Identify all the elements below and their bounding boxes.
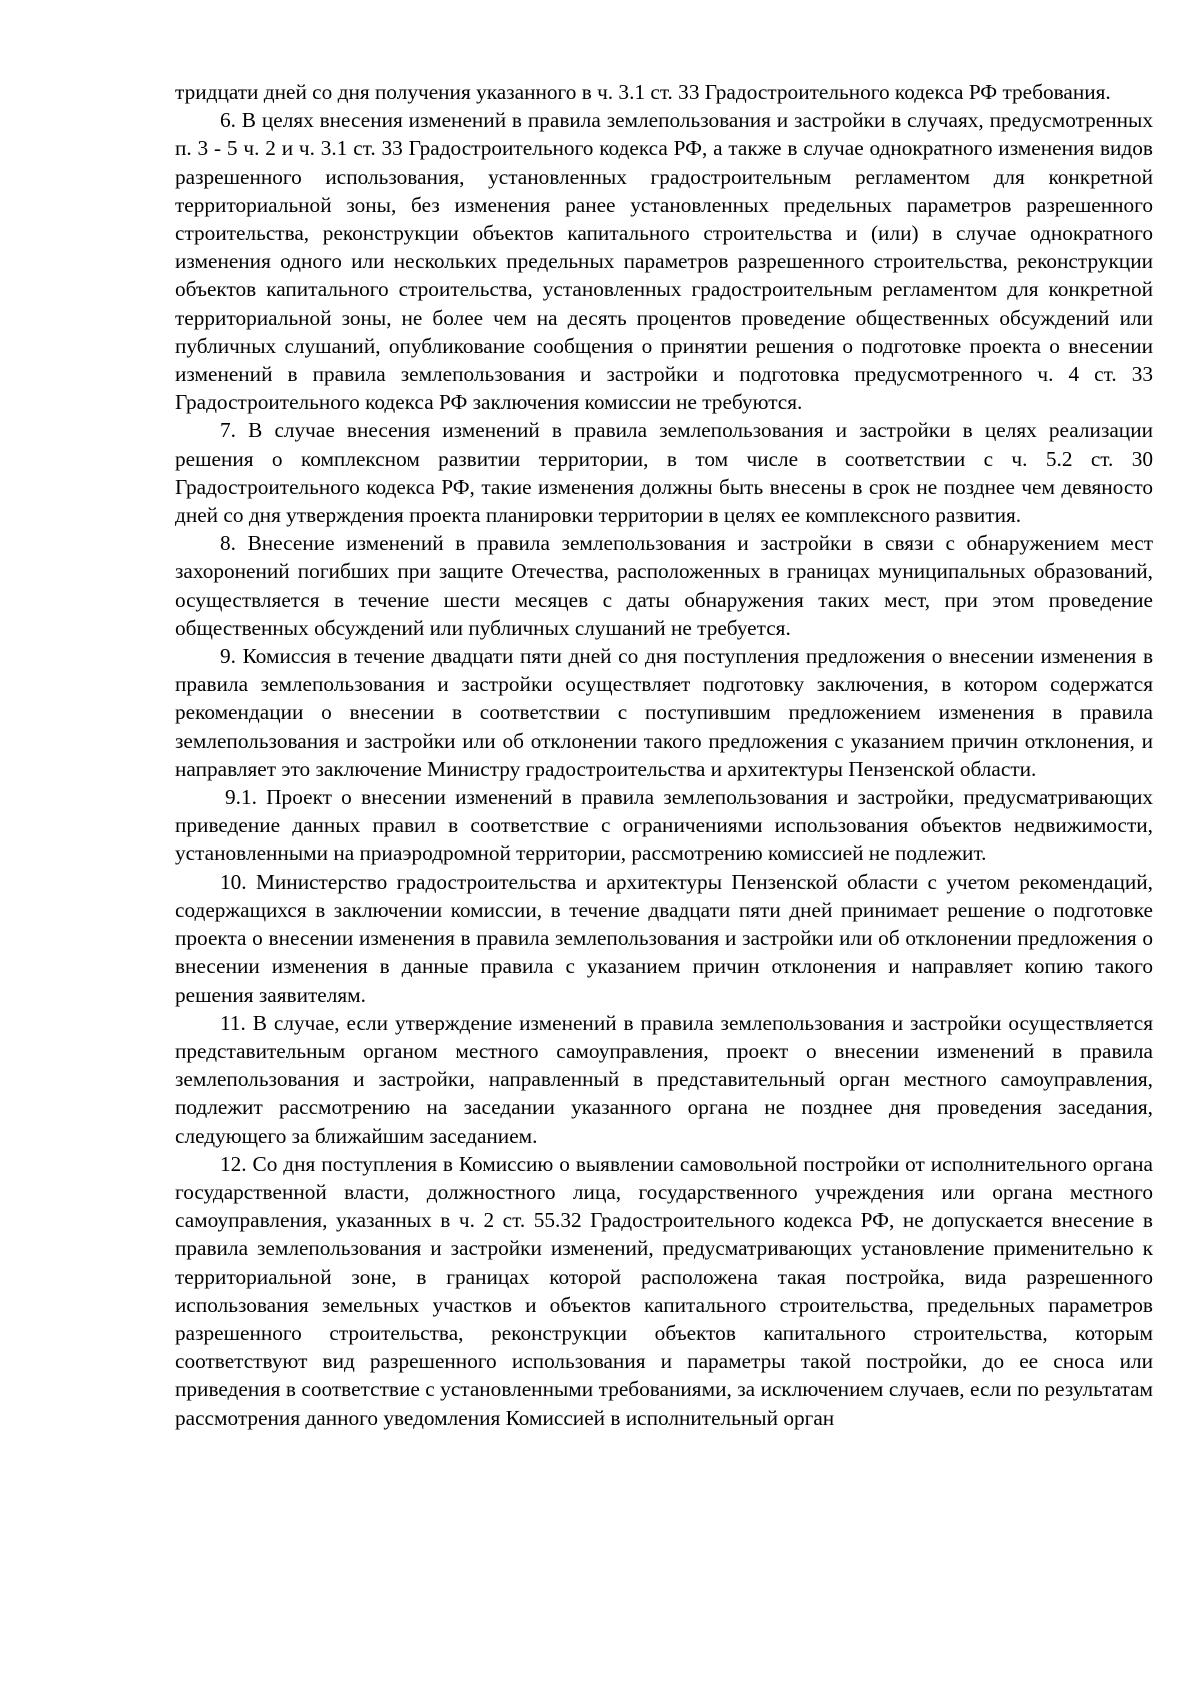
paragraph-12: 12. Со дня поступления в Комиссию о выявлении самовольной постройки от исполнительного органа государственной власти, должностного лица, государственного учреждения или органа местного самоуправления, указанных в ч. 2 ст. 55.32 Градостроительного кодекса РФ, не допускается внесение в правила землепользования и застройки изменений, предусматривающих установление применительно к территориальной зоне, в границах которой расположена такая постройка, вида разрешенного использования земельных участков и объектов капитального строительства, предельных параметров разрешенного строительства, реконструкции объектов капитального строительства, которым соответствуют вид разрешенного использования и параметры такой постройки, до ее сноса или приведения в соответствие с установленными требованиями, за исключением случаев, если по результатам рассмотрения данного уведомления Комиссией в исполнительный орган (175, 1151, 1153, 1430)
paragraph-6: 6. В целях внесения изменений в правила землепользования и застройки в случаях, предусмотренных п. 3 - 5 ч. 2 и ч. 3.1 ст. 33 Градостроительного кодекса РФ, а также в случае однократного изменения видов разрешенного использования, установленных градостроительным регламентом для конкретной территориальной зоны, без изменения ранее установленных предельных параметров разрешенного строительства, реконструкции объектов капитального строительства и (или) в случае однократного изменения одного или нескольких предельных параметров разрешенного строительства, реконструкции объектов капитального строительства, установленных градостроительным регламентом для конкретной территориальной зоны, не более чем на десять процентов проведение общественных обсуждений или публичных слушаний, опубликование сообщения о принятии решения о подготовке проекта о внесении изменений в правила землепользования и застройки и подготовка предусмотренного ч. 4 ст. 33 Градостроительного кодекса РФ заключения комиссии не требуются. (175, 108, 1153, 415)
paragraph-continuation: тридцати дней со дня получения указанного в ч. 3.1 ст. 33 Градостроительного кодекса РФ требования. (175, 80, 1111, 104)
paragraph-8: 8. Внесение изменений в правила землепользования и застройки в связи с обнаружением мест захоронений погибших при защите Отечества, расположенных в границах муниципальных образований, осуществляется в течение шести месяцев с даты обнаружения таких мест, при этом проведение общественных обсуждений или публичных слушаний не требуется. (175, 531, 1153, 640)
paragraph-9: 9. Комиссия в течение двадцати пяти дней со дня поступления предложения о внесении изменения в правила землепользования и застройки осуществляет подготовку заключения, в котором содержатся рекомендации о внесении в соответствии с поступившим предложением изменения в правила землепользования и застройки или об отклонении такого предложения с указанием причин отклонения, и направляет это заключение Министру градостроительства и архитектуры Пензенской области. (175, 644, 1153, 781)
document-body (175, 78, 1153, 1432)
paragraph-9-1: 9.1. Проект о внесении изменений в правила землепользования и застройки, предусматривающих приведение данных правил в соответствие с ограничениями использования объектов недвижимости, установленными на приаэродромной территории, рассмотрению комиссией не подлежит. (175, 785, 1153, 866)
paragraph-10: 10. Министерство градостроительства и архитектуры Пензенской области с учетом рекомендаций, содержащихся в заключении комиссии, в течение двадцати пяти дней принимает решение о подготовке проекта о внесении изменения в правила землепользования и застройки или об отклонении предложения о внесении изменения в данные правила с указанием причин отклонения и направляет копию такого решения заявителям. (175, 869, 1153, 1007)
paragraph-11: 11. В случае, если утверждение изменений в правила землепользования и застройки осуществляется представительным органом местного самоуправления, проект о внесении изменений в правила землепользования и застройки, направленный в представительный орган местного самоуправления, подлежит рассмотрению на заседании указанного органа не позднее дня проведения заседания, следующего за ближайшим заседанием. (175, 1010, 1153, 1148)
paragraph-7: 7. В случае внесения изменений в правила землепользования и застройки в целях реализации решения о комплексном развитии территории, в том числе в соответствии с ч. 5.2 ст. 30 Градостроительного кодекса РФ, такие изменения должны быть внесены в срок не позднее чем девяносто дней со дня утверждения проекта планировки территории в целях ее комплексного развития. (175, 418, 1153, 528)
